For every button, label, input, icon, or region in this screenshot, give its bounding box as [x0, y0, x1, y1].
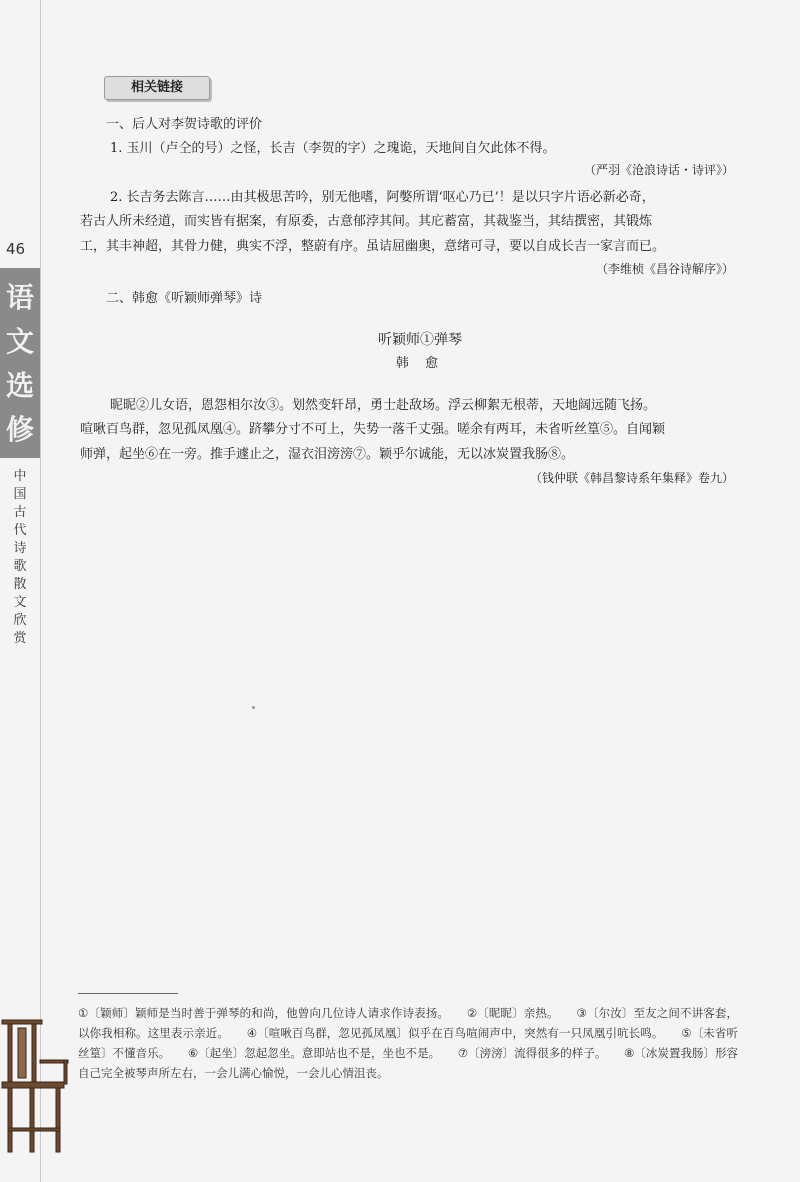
series-char: 修	[5, 413, 34, 446]
footnote-divider	[78, 993, 178, 994]
footnote: ⑥〔起坐〕忽起忽坐。意即站也不是，坐也不是。	[187, 1046, 441, 1060]
poem-title: 听颖师①弹琴	[378, 332, 462, 348]
quote-text: 若古人所未经道，而实皆有据案，有原委，古意郁浡其间。其庀蓄富，其裁鉴当，其结撰密，其锻炼	[80, 214, 653, 229]
series-title-band	[0, 268, 40, 458]
quote-source: （严羽《沧浪诗话・诗评》）	[583, 163, 734, 177]
footnote: ⑦〔滂滂〕流得很多的样子。	[457, 1046, 607, 1060]
footnote: ⑤〔未省听丝篁〕不懂音乐。	[78, 1026, 739, 1060]
poem-source: （钱仲联《韩昌黎诗系年集释》卷九）	[529, 471, 734, 485]
footnote: ⑧〔冰炭置我肠〕形容自己完全被琴声所左右，一会儿满心愉悦，一会儿心情沮丧。	[78, 1046, 739, 1080]
footnote: ④〔喧啾百鸟群，忽见孤凤凰〕似乎在百鸟喧闹声中，突然有一只凤凰引吭长鸣。	[246, 1026, 664, 1040]
series-char: 文	[5, 325, 34, 358]
series-char: 选	[5, 369, 34, 402]
page-margin-sidebar	[0, 0, 41, 1182]
speck	[252, 706, 255, 709]
section-heading: 二、韩愈《听颖师弹琴》诗	[106, 291, 263, 306]
quote-text: 工，其丰神超，其骨力健，典实不浮，整蔚有序。虽诘屈幽奥，意绪可寻，要以自成长吉一家言而已。	[80, 239, 666, 254]
footnote: ③〔尔汝〕至友之间不讲客套，以你我相称。这里表示亲近。	[78, 1006, 739, 1040]
book-subtitle: 中国古代诗歌散文欣赏	[13, 469, 27, 646]
poem-line: 师弹，起坐⑥在一旁。推手遽止之，湿衣泪滂滂⑦。颖乎尔诚能，无以冰炭置我肠⑧。	[80, 447, 575, 462]
footnote: ②〔昵昵〕亲热。	[466, 1006, 559, 1020]
related-links-tag: 相关链接	[104, 76, 210, 100]
quote-text: 2. 长吉务去陈言……由其极思苦吟，别无他嗜，阿嫳所谓‘呕心乃已’！是以只字片语必新必奇，	[110, 190, 655, 205]
poem-line: 喧啾百鸟群，忽见孤凤凰④。跻攀分寸不可上，失势一落千丈强。嗟余有两耳，未省听丝篁⑤。自闻颖	[80, 422, 666, 437]
quote-source: （李维桢《昌谷诗解序》）	[595, 262, 734, 276]
page-number: 46	[6, 240, 26, 258]
chair-illustration	[0, 1016, 72, 1156]
section-heading: 一、后人对李贺诗歌的评价	[106, 117, 263, 132]
poem-author: 韩 愈	[395, 356, 445, 371]
series-char: 语	[5, 281, 34, 314]
quote-text: 1. 玉川（卢仝的号）之怪，长吉（李贺的字）之瑰诡，天地间自欠此体不得。	[110, 141, 556, 156]
footnotes	[78, 1003, 738, 1083]
poem-line: 昵昵②儿女语，恩怨相尔汝③。划然变轩昂，勇士赴敌场。浮云柳絮无根蒂，天地阔远随飞扬。	[110, 398, 657, 413]
footnote: ①〔颖师〕颖师是当时善于弹琴的和尚，他曾向几位诗人请求作诗表扬。	[78, 1006, 450, 1020]
